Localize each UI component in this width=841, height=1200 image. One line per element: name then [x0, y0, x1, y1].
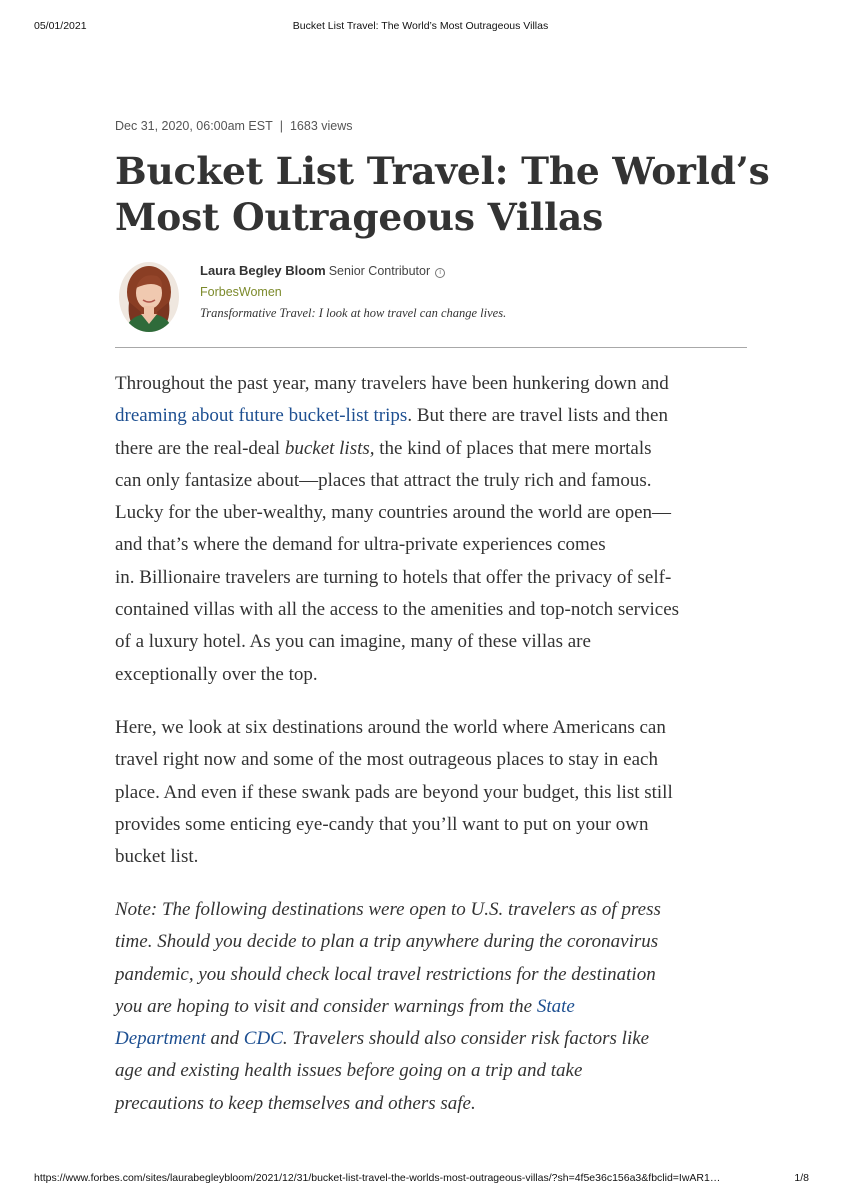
text-run: the kind of places that mere mortals	[374, 437, 652, 459]
paragraph-line: exceptionally over the top.	[115, 663, 318, 685]
text-run: . Travelers should also consider risk factors like	[282, 1028, 650, 1050]
paragraph-line: travel right now and some of the most outrageous places to stay in each	[115, 749, 658, 771]
author-avatar[interactable]	[119, 262, 179, 332]
article-meta	[115, 119, 353, 133]
author-role: Senior Contributor	[328, 264, 431, 278]
print-header	[0, 20, 841, 34]
paragraph-line: can only fantasize about—places that attract the truly rich and famous.	[115, 469, 652, 491]
author-info	[200, 262, 740, 321]
paragraph-line	[115, 433, 747, 465]
print-url: https://www.forbes.com/sites/laurabegleybloom/2021/12/31/bucket-list-travel-the-worlds-most-outrageous-villas/?sh=4f5e36c156a3&fbclid=IwAR1…	[34, 1172, 721, 1184]
article-paragraph	[115, 368, 747, 691]
paragraph-line: Here, we look at six destinations around the world where Americans can	[115, 717, 666, 738]
cdc-link[interactable]: CDC	[243, 1028, 283, 1050]
print-footer	[0, 1172, 841, 1186]
meta-separator: |	[279, 119, 283, 133]
print-date: 05/01/2021	[34, 20, 87, 32]
paragraph-line	[115, 400, 747, 432]
author-photo	[119, 262, 179, 332]
paragraph-line: Note: The following destinations were open to U.S. travelers as of press	[115, 899, 661, 920]
view-count: 1683 views	[289, 119, 353, 133]
paragraph-line: of a luxury hotel. As you can imagine, many of these villas are	[115, 631, 591, 653]
paragraph-line: pandemic, you should check local travel restrictions for the destination	[115, 963, 656, 985]
text-run: and	[205, 1028, 244, 1050]
divider	[115, 347, 747, 348]
state-department-link[interactable]: State	[536, 995, 575, 1017]
author-name[interactable]: Laura Begley Bloom	[200, 263, 326, 278]
author-line	[200, 262, 740, 280]
article-headline	[115, 148, 770, 240]
paragraph-line: age and existing health issues before going on a trip and take	[115, 1060, 583, 1082]
paragraph-line	[115, 991, 747, 1023]
state-department-link-cont[interactable]: Department	[115, 1028, 206, 1050]
publish-date: Dec 31, 2020, 06:00am EST	[115, 119, 273, 133]
paragraph-line: in. Billionaire travelers are turning to hotels that offer the privacy of self-	[115, 566, 672, 588]
bucket-list-trips-link[interactable]: dreaming about future bucket-list trips	[115, 405, 408, 427]
paragraph-line: provides some enticing eye-candy that you’ll want to put on your own	[115, 813, 649, 835]
paragraph-line: time. Should you decide to plan a trip anywhere during the coronavirus	[115, 931, 659, 953]
article-paragraph	[115, 712, 747, 873]
paragraph-line: contained villas with all the access to the amenities and top-notch services	[115, 599, 680, 621]
headline-line: Most Outrageous Villas	[115, 195, 604, 239]
paragraph-line: bucket list.	[115, 846, 199, 868]
text-run: . But there are travel lists and then	[407, 405, 668, 427]
author-tagline: Transformative Travel: I look at how travel can change lives.	[200, 306, 507, 320]
paragraph-line	[115, 1023, 747, 1055]
paragraph-line: precautions to keep themselves and others safe.	[115, 1092, 476, 1114]
author-block	[115, 262, 747, 334]
paragraph-line: Throughout the past year, many travelers have been hunkering down and	[115, 373, 669, 394]
emphasis-text: bucket lists,	[284, 437, 375, 459]
paragraph-line: and that’s where the demand for ultra-private experiences comes	[115, 534, 606, 556]
print-document-title: Bucket List Travel: The World’s Most Outrageous Villas	[292, 20, 549, 32]
page-number: 1/8	[794, 1172, 809, 1184]
info-icon[interactable]: i	[435, 268, 445, 278]
travel-note-paragraph	[115, 894, 747, 1120]
paragraph-line: Lucky for the uber-wealthy, many countries around the world are open—	[115, 502, 672, 524]
text-run: you are hoping to visit and consider warnings from the	[115, 995, 537, 1017]
paragraph-line: place. And even if these swank pads are beyond your budget, this list still	[115, 781, 673, 803]
text-run: there are the real-deal	[115, 437, 285, 459]
headline-line: Bucket List Travel: The World’s	[115, 149, 770, 193]
author-section-link[interactable]: ForbesWomen	[200, 285, 282, 299]
